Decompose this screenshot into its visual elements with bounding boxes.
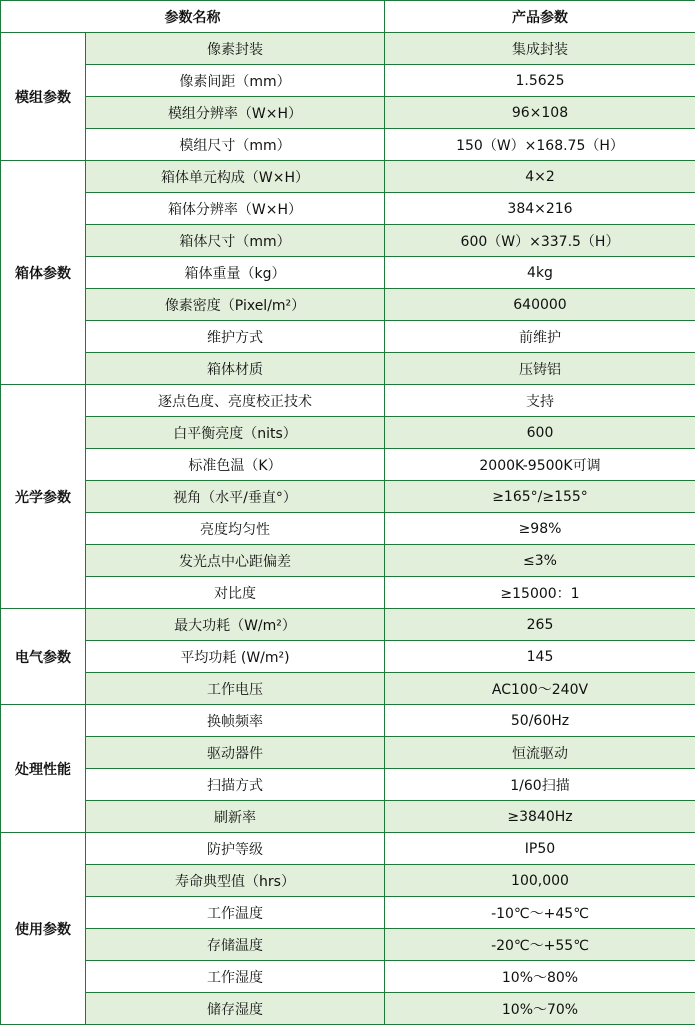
param-name: 工作温度: [86, 897, 385, 929]
param-value: 100,000: [385, 865, 695, 897]
param-name: 对比度: [86, 577, 385, 609]
param-name: 视角（水平/垂直°）: [86, 481, 385, 513]
table-row: [1, 161, 695, 193]
table-row: [1, 129, 695, 161]
param-value: 1/60扫描: [385, 769, 695, 801]
param-name: 亮度均匀性: [86, 513, 385, 545]
group-label: 箱体参数: [1, 161, 86, 385]
param-value: 前维护: [385, 321, 695, 353]
param-name: 平均功耗 (W/m²): [86, 641, 385, 673]
table-row: [1, 353, 695, 385]
table-row: [1, 321, 695, 353]
param-value: 支持: [385, 385, 695, 417]
param-value: 50/60Hz: [385, 705, 695, 737]
table-row: [1, 897, 695, 929]
param-value: ≤3%: [385, 545, 695, 577]
header-row: [1, 1, 695, 33]
param-name: 最大功耗（W/m²）: [86, 609, 385, 641]
table-row: [1, 193, 695, 225]
table-row: [1, 801, 695, 833]
param-name: 维护方式: [86, 321, 385, 353]
param-value: 4×2: [385, 161, 695, 193]
table-row: [1, 417, 695, 449]
param-value: 600（W）×337.5（H）: [385, 225, 695, 257]
param-value: ≥15000：1: [385, 577, 695, 609]
group-label: 使用参数: [1, 833, 86, 1025]
param-name: 储存湿度: [86, 993, 385, 1025]
param-value: 4kg: [385, 257, 695, 289]
param-value: 恒流驱动: [385, 737, 695, 769]
param-name: 逐点色度、亮度校正技术: [86, 385, 385, 417]
param-name: 模组尺寸（mm）: [86, 129, 385, 161]
table-row: [1, 865, 695, 897]
param-name: 箱体尺寸（mm）: [86, 225, 385, 257]
table-row: [1, 225, 695, 257]
param-value: -20℃～+55℃: [385, 929, 695, 961]
table-row: [1, 481, 695, 513]
group-label: 模组参数: [1, 33, 86, 161]
param-name: 像素封装: [86, 33, 385, 65]
table-row: [1, 609, 695, 641]
param-value: 压铸铝: [385, 353, 695, 385]
param-name: 箱体单元构成（W×H）: [86, 161, 385, 193]
param-name: 像素间距（mm）: [86, 65, 385, 97]
table-row: [1, 33, 695, 65]
param-value: 600: [385, 417, 695, 449]
param-name: 换帧频率: [86, 705, 385, 737]
group-label: 光学参数: [1, 385, 86, 609]
table-row: [1, 385, 695, 417]
group-label: 处理性能: [1, 705, 86, 833]
group-label: 电气参数: [1, 609, 86, 705]
param-name: 白平衡亮度（nits）: [86, 417, 385, 449]
table-row: [1, 545, 695, 577]
table-row: [1, 737, 695, 769]
param-value: AC100～240V: [385, 673, 695, 705]
param-name: 标准色温（K）: [86, 449, 385, 481]
table-row: [1, 513, 695, 545]
table-row: [1, 65, 695, 97]
table-row: [1, 449, 695, 481]
param-name: 扫描方式: [86, 769, 385, 801]
param-name: 寿命典型值（hrs）: [86, 865, 385, 897]
param-value: ≥3840Hz: [385, 801, 695, 833]
param-name: 存储温度: [86, 929, 385, 961]
table-row: [1, 97, 695, 129]
header-product-value: 产品参数: [385, 1, 695, 33]
param-value: ≥165°/≥155°: [385, 481, 695, 513]
param-value: 10%～80%: [385, 961, 695, 993]
table-row: [1, 641, 695, 673]
param-value: IP50: [385, 833, 695, 865]
table-row: [1, 705, 695, 737]
param-name: 箱体重量（kg）: [86, 257, 385, 289]
param-value: 1.5625: [385, 65, 695, 97]
header-param-name: 参数名称: [1, 1, 385, 33]
table-row: [1, 769, 695, 801]
param-name: 驱动器件: [86, 737, 385, 769]
param-value: 2000K-9500K可调: [385, 449, 695, 481]
param-name: 箱体分辨率（W×H）: [86, 193, 385, 225]
table-row: [1, 929, 695, 961]
param-value: 10%～70%: [385, 993, 695, 1025]
param-value: 145: [385, 641, 695, 673]
param-value: 集成封装: [385, 33, 695, 65]
param-name: 工作电压: [86, 673, 385, 705]
table-row: [1, 961, 695, 993]
param-name: 像素密度（Pixel/m²）: [86, 289, 385, 321]
param-value: 150（W）×168.75（H）: [385, 129, 695, 161]
table-row: [1, 257, 695, 289]
table-row: [1, 673, 695, 705]
param-name: 箱体材质: [86, 353, 385, 385]
param-value: 384×216: [385, 193, 695, 225]
param-name: 刷新率: [86, 801, 385, 833]
table-row: [1, 833, 695, 865]
table-row: [1, 577, 695, 609]
param-value: 265: [385, 609, 695, 641]
spec-body: [1, 33, 695, 1025]
param-value: -10℃～+45℃: [385, 897, 695, 929]
param-value: 96×108: [385, 97, 695, 129]
param-value: ≥98%: [385, 513, 695, 545]
param-name: 防护等级: [86, 833, 385, 865]
table-row: [1, 993, 695, 1025]
param-value: 640000: [385, 289, 695, 321]
param-name: 工作湿度: [86, 961, 385, 993]
param-name: 模组分辨率（W×H）: [86, 97, 385, 129]
table-row: [1, 289, 695, 321]
param-name: 发光点中心距偏差: [86, 545, 385, 577]
